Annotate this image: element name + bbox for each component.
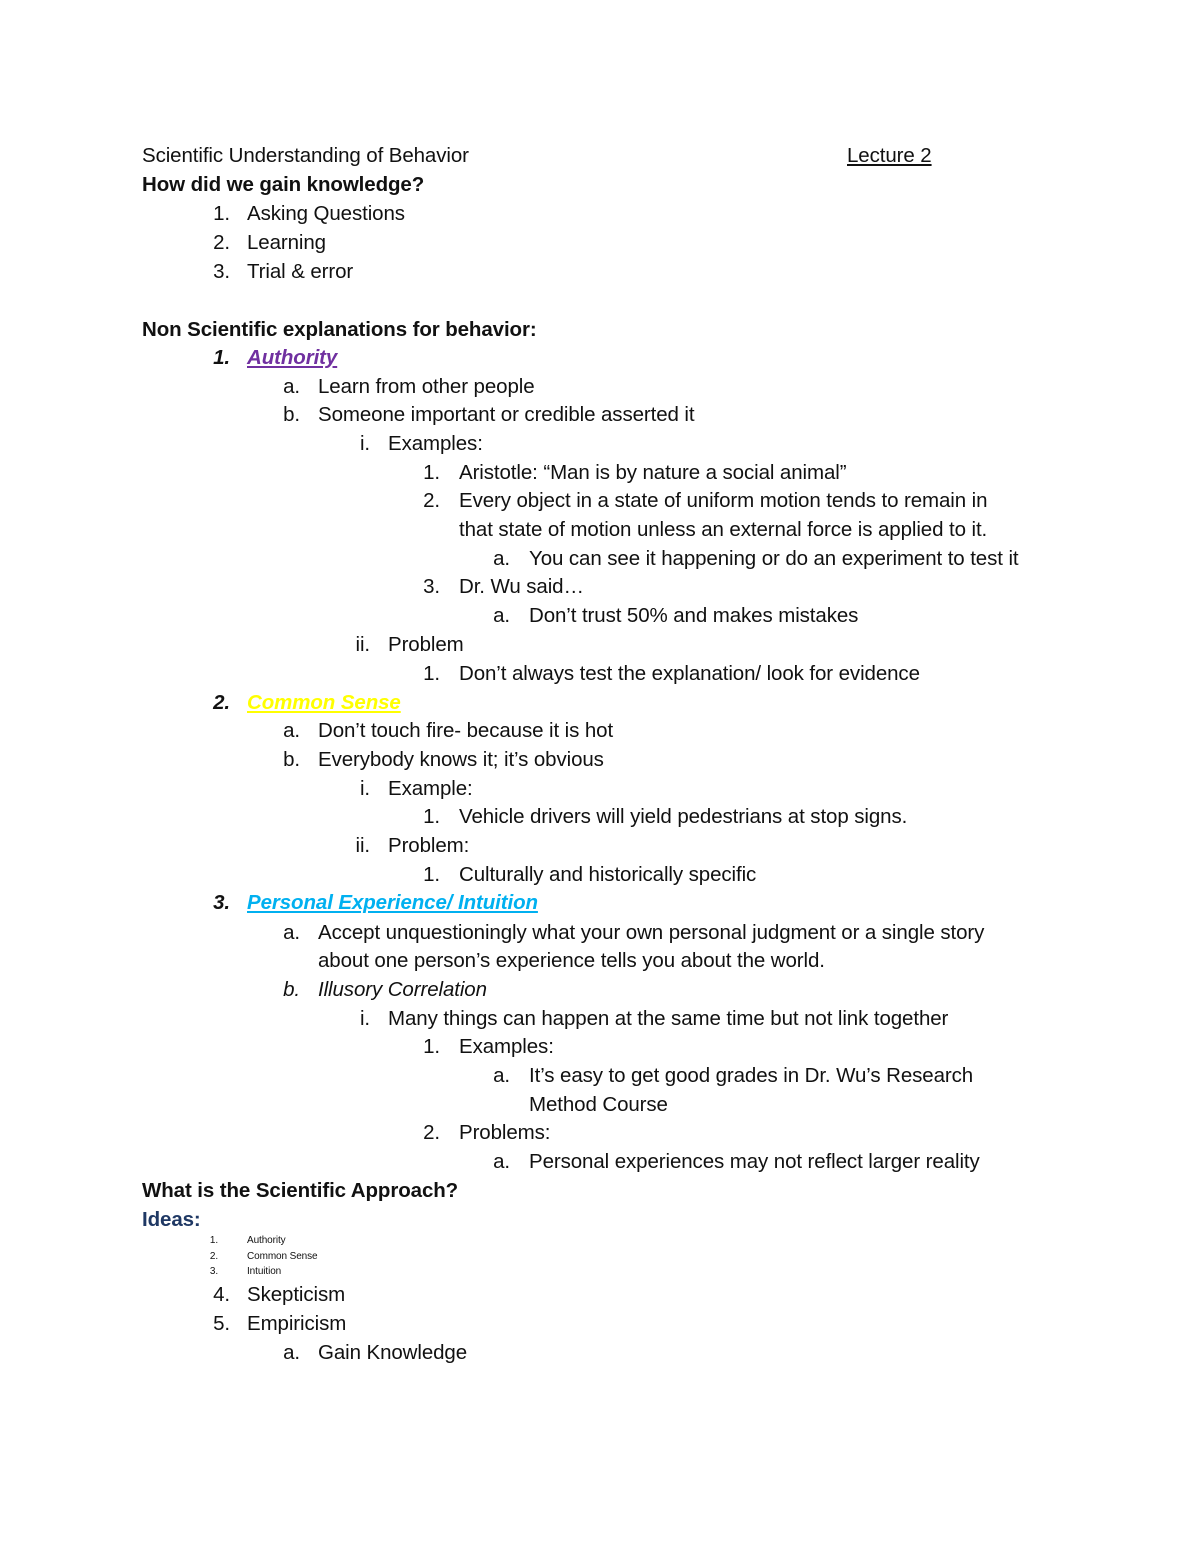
section-heading-non-scientific: Non Scientific explanations for behavior: [142,318,537,341]
lecture-label: Lecture 2 [847,144,932,167]
document-title: Scientific Understanding of Behavior [142,144,469,167]
list-item-continuation: Method Course [529,1093,668,1116]
section-heading-scientific-approach: What is the Scientific Approach? [142,1179,459,1202]
list-item-continuation: that state of motion unless an external force is applied to it. [459,518,988,541]
authority-title: Authority [247,346,338,369]
list-item-continuation: about one person’s experience tells you about the world. [318,949,825,972]
personal-experience-title: Personal Experience/ Intuition [247,891,538,914]
ideas-label: Ideas: [142,1208,201,1231]
document-page: Scientific Understanding of Behavior Lecture 2 How did we gain knowledge? 1. Asking Questions 2. Learning 3. Trial & error Non Scientific explanations for behavior: 1. Authority a. Learn from other people b. Someone important or credible asserted it i. Examples: 1. Aristotle: “Man is by nature a social animal” 2. Every object in a state of uniform motion tends to remain in that state of motion unless an external force is applied to it. a. You can see it happening or do an experiment to test it 3. Dr. Wu said… a. Don’t trust 50% and makes mistakes ii. Problem 1. Don’t always test the explanation/ look for evidence 2. Common Sense a. Don’t touch fire- because it is hot b. Everybody knows it; it’s obvious i. Example: 1. Vehicle drivers will yield pedestrians at stop signs. ii. Problem: 1. Culturally and historically specific 3. Personal Experience/ Intuition a. Accept unquestioningly what your own personal judgment or a single story about one person’s experience tells you about the world. b. Illusory Correlation i. Many things can happen at the same time but not link together 1. Examples: a. It’s easy to get good grades in Dr. Wu’s Research Method Course 2. Problems: a. Personal experiences may not reflect larger reality What is the Scientific Approach? Ideas: 1. Authority 2. Common Sense 3. Intuition 4. Skepticism 5. Empiricism a. Gain Knowledge [142,144,1019,1364]
section-heading-knowledge: How did we gain knowledge? [142,173,425,196]
common-sense-title: Common Sense [247,691,401,714]
